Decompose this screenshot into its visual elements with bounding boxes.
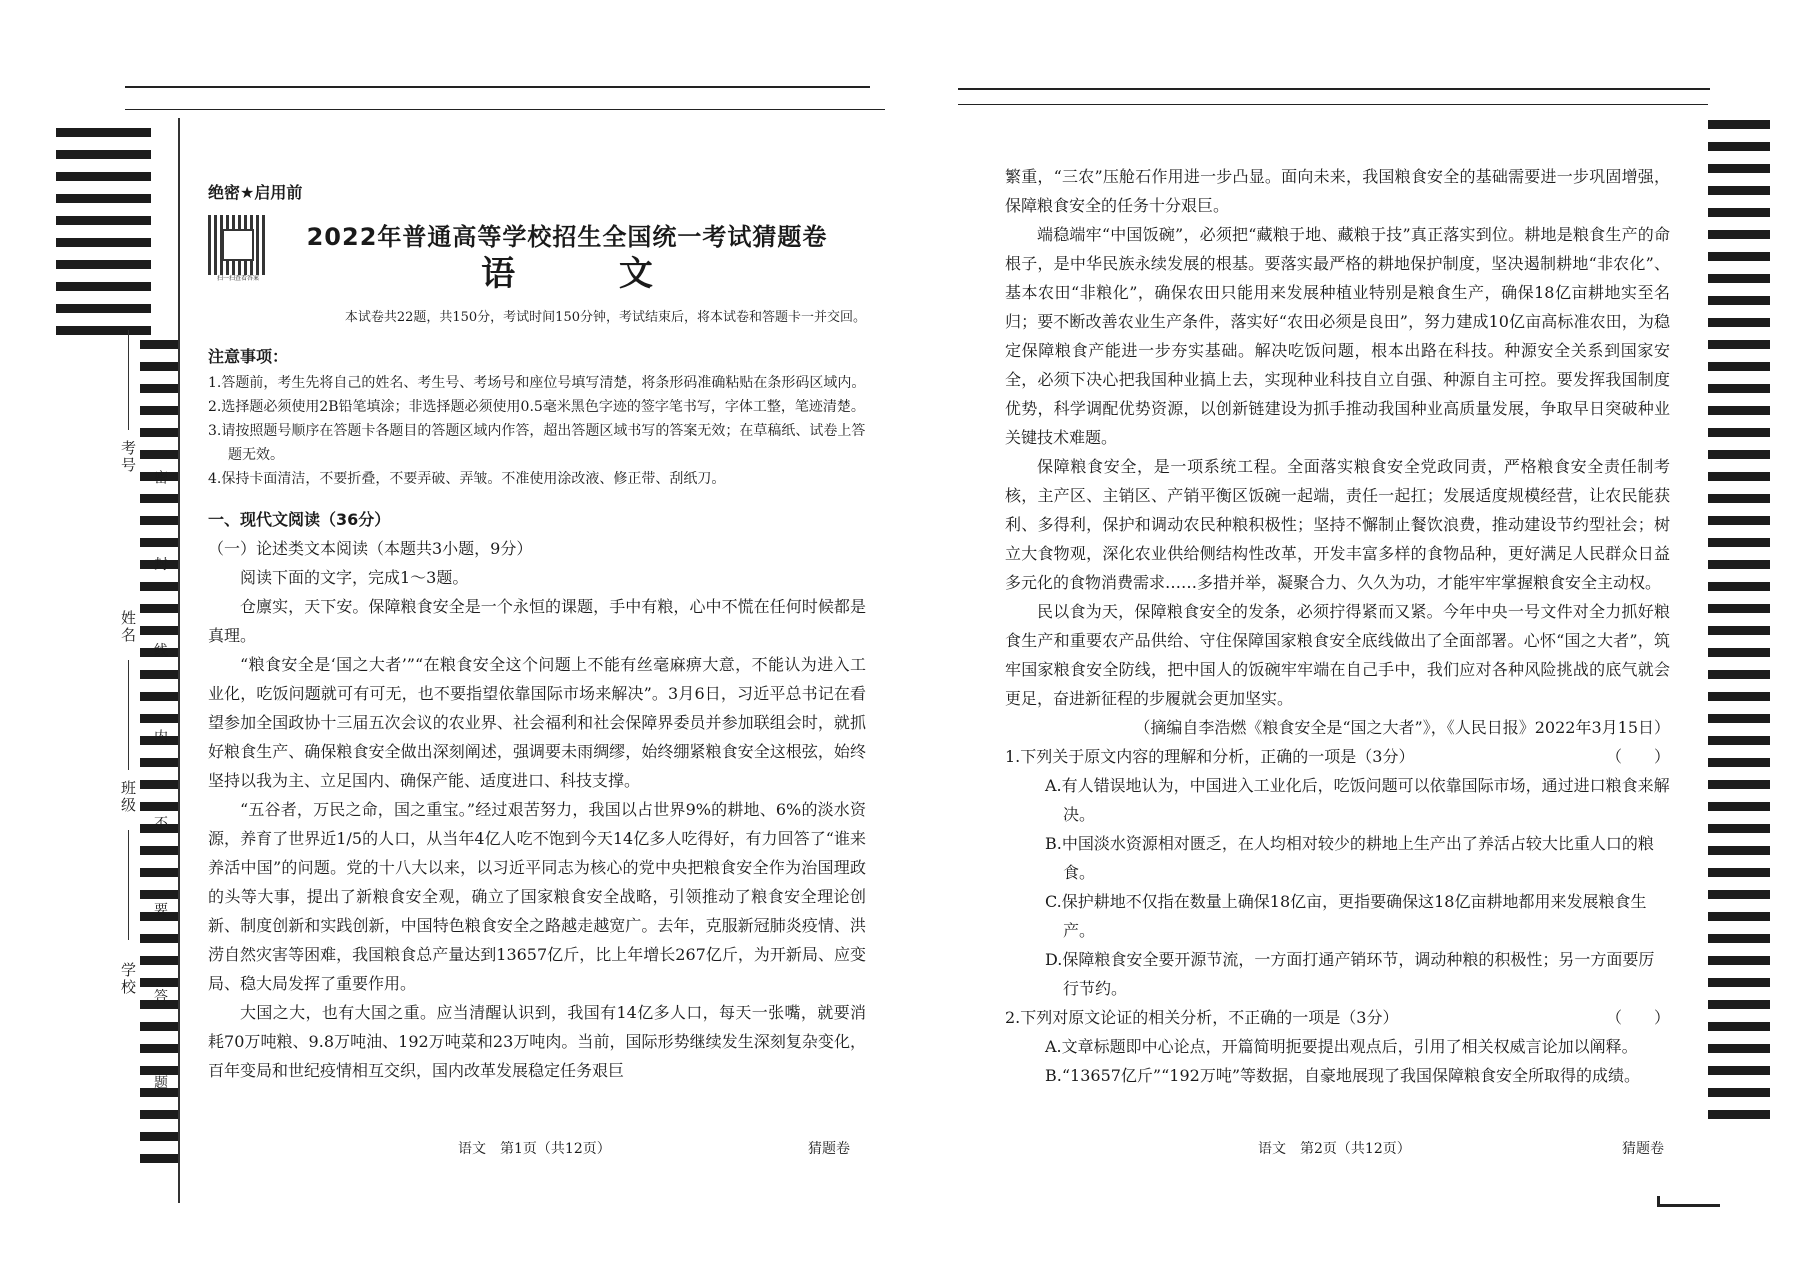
crop-mark bbox=[1657, 1196, 1720, 1207]
qr-block bbox=[208, 215, 268, 283]
question-option: C.保护耕地不仅指在数量上确保18亿亩，更指要确保这18亿亩耕地都用来发展粮食生产。 bbox=[1045, 892, 1647, 940]
subsection-title: （一）论述类文本阅读（本题共3小题，9分） bbox=[208, 539, 533, 558]
left-footer-page: 语文 第1页（共12页） bbox=[458, 1141, 611, 1157]
right-edge-stripes bbox=[1708, 120, 1770, 1132]
passage-paragraph: “粮食安全是‘国之大者’”“在粮食安全这个问题上不能有丝毫麻痹大意，不能认为进入工业化，吃饭问题就可有可无，也不要指望依靠国际市场来解决”。3月6日，习近平总书记在看望参加全国政协十三届五次会议的农业界、社会福利和社会保障界委员并参加联组会时，就抓好粮食生产、确保粮食安全做出深刻阐述，强调要未雨绸缪，始终绷紧粮食安全这根弦，始终坚持以我为主、立足国内、确保产能、适度进口、科技支撑。 bbox=[208, 655, 866, 790]
answer-bracket[interactable]: （ ） bbox=[1605, 1008, 1670, 1027]
question-1 bbox=[1005, 742, 1670, 1003]
top-rule-right-2 bbox=[958, 104, 1708, 105]
question-stem: 2.下列对原文论证的相关分析，不正确的一项是（3分） bbox=[1005, 1008, 1399, 1027]
notice-item: 3.请按照题号顺序在答题卡各题目的答题区域内作答，超出答题区域书写的答案无效；在草稿纸、试卷上答题无效。 bbox=[208, 423, 866, 463]
top-rule-right bbox=[958, 88, 1710, 90]
binding-field-name bbox=[128, 660, 129, 770]
passage-paragraph: “五谷者，万民之命，国之重宝。”经过艰苦努力，我国以占世界9%的耕地、6%的淡水资源，养育了世界近1/5的人口，从当年4亿人吃不饱到今天14亿多人吃得好，有力回答了“谁来养活中国”的问题。党的十八大以来，以习近平同志为核心的党中央把粮食安全作为治国理政的头等大事，提出了新粮食安全观，确立了国家粮食安全战略，引领推动了粮食安全理论创新、制度创新和实践创新，中国特色粮食安全之路越走越宽广。去年，克服新冠肺炎疫情、洪涝自然灾害等困难，我国粮食总产量达到13657亿斤，比上年增长267亿斤，为开新局、应变局、稳大局发挥了重要作用。 bbox=[208, 800, 866, 993]
binding-label-school: 学校 bbox=[119, 962, 137, 996]
section-title: 一、现代文阅读（36分） bbox=[208, 510, 391, 529]
instruction: 阅读下面的文字，完成1～3题。 bbox=[240, 568, 469, 587]
top-rule-left-2 bbox=[125, 109, 885, 110]
top-rule-left bbox=[125, 86, 870, 88]
exam-title: 2022年普通高等学校招生全国统一考试猜题卷 bbox=[306, 223, 828, 251]
binding-label-class: 班级 bbox=[119, 780, 137, 814]
question-option: A.有人错误地认为，中国进入工业化后，吃饭问题可以依靠国际市场，通过进口粮食来解决。 bbox=[1045, 776, 1670, 824]
binding-label-name: 姓名 bbox=[119, 610, 137, 644]
notice-item: 4.保持卡面清洁，不要折叠，不要弄破、弄皱。不准使用涂改液、修正带、刮纸刀。 bbox=[208, 471, 726, 487]
qr-caption: 扫一扫查看答案 bbox=[216, 275, 259, 282]
passage-source: （摘编自李浩燃《粮食安全是“国之大者”》，《人民日报》2022年3月15日） bbox=[1134, 718, 1670, 737]
notice-title: 注意事项： bbox=[208, 347, 289, 366]
answer-bracket[interactable]: （ ） bbox=[1605, 747, 1670, 766]
question-option: B.“13657亿斤”“192万吨”等数据，自豪地展现了我国保障粮食安全所取得的成绩。 bbox=[1045, 1066, 1641, 1085]
binding-label-exam-number: 考号 bbox=[119, 440, 137, 474]
right-footer-page: 语文 第2页（共12页） bbox=[1258, 1141, 1411, 1157]
qr-code-icon[interactable] bbox=[208, 215, 268, 275]
passage-paragraph-continued: 繁重，“三农”压舱石作用进一步凸显。面向未来，我国粮食安全的基础需要进一步巩固增强，保障粮食安全的任务十分艰巨。 bbox=[1005, 167, 1670, 215]
question-2 bbox=[1005, 1003, 1670, 1090]
binding-field-exam-number bbox=[128, 330, 129, 430]
subject-title: 语 文 bbox=[481, 254, 699, 294]
passage-paragraph: 端稳端牢“中国饭碗”，必须把“藏粮于地、藏粮于技”真正落实到位。耕地是粮食生产的命根子，是中华民族永续发展的根基。要落实最严格的耕地保护制度，坚决遏制耕地“非农化”、基本农田“非粮化”，确保农田只能用来发展种植业特别是粮食生产，确保18亿亩耕地实至名归；要不断改善农业生产条件，落实好“农田必须是良田”，努力建成10亿亩高标准农田，为稳定保障粮食产能进一步夯实基础。解决吃饭问题，根本出路在科技。种源安全关系到国家安全，必须下决心把我国种业搞上去，实现种业科技自立自强、种源自主可控。要发挥我国制度优势，科学调配优势资源，以创新链建设为抓手推动我国种业高质量发展，争取早日突破种业关键技术难题。 bbox=[1005, 225, 1670, 447]
left-page bbox=[208, 178, 866, 1085]
exam-intro: 本试卷共22题，共150分，考试时间150分钟，考试结束后，将本试卷和答题卡一并交回。 bbox=[344, 310, 866, 325]
exam-header bbox=[208, 215, 866, 303]
passage-paragraph: 保障粮食安全，是一项系统工程。全面落实粮食安全党政同责，严格粮食安全责任制考核，主产区、主销区、产销平衡区饭碗一起端，责任一起扛；发展适度规模经营，让农民能获利、多得利，保护和调动农民种粮积极性；坚持不懈制止餐饮浪费，推动建设节约型社会；树立大食物观，深化农业供给侧结构性改革，开发丰富多样的食物品种，更好满足人民群众日益多元化的食物消费需求……多措并举，凝聚合力、久久为功，才能牢牢掌握粮食安全主动权。 bbox=[1005, 457, 1670, 592]
binding-field-class bbox=[128, 830, 129, 940]
left-edge-stripes bbox=[56, 128, 151, 348]
passage-paragraph: 大国之大，也有大国之重。应当清醒认识到，我国有14亿多人口，每天一张嘴，就要消耗70万吨粮、9.8万吨油、192万吨菜和23万吨肉。当前，国际形势继续发生深刻复杂变化，百年变局和世纪疫情相互交织，国内改革发展稳定任务艰巨 bbox=[208, 1003, 866, 1080]
right-footer-label: 猜题卷 bbox=[1622, 1141, 1664, 1157]
question-option: D.保障粮食安全要开源节流，一方面打通产销环节，调动种粮的积极性；另一方面要厉行节约。 bbox=[1045, 950, 1655, 998]
question-option: B.中国淡水资源相对匮乏，在人均相对较少的耕地上生产出了养活占较大比重人口的粮食。 bbox=[1045, 834, 1654, 882]
notice-item: 1.答题前，考生先将自己的姓名、考生号、考场号和座位号填写清楚，将条形码准确粘贴在条形码区域内。 bbox=[208, 375, 866, 391]
binding-line bbox=[178, 118, 180, 1203]
seal-line-text: 密 封 线 内 不 要 答 题 bbox=[152, 470, 168, 1124]
notice-item: 2.选择题必须使用2B铅笔填涂；非选择题必须使用0.5毫米黑色字迹的签字笔书写，字体工整，笔迹清楚。 bbox=[208, 399, 865, 415]
question-option: A.文章标题即中心论点，开篇简明扼要提出观点后，引用了相关权威言论加以阐释。 bbox=[1045, 1037, 1638, 1056]
question-stem: 1.下列关于原文内容的理解和分析，正确的一项是（3分） bbox=[1005, 747, 1415, 766]
notices bbox=[208, 342, 866, 491]
passage-paragraph: 民以食为天，保障粮食安全的发条，必须拧得紧而又紧。今年中央一号文件对全力抓好粮食生产和重要农产品供给、守住保障国家粮食安全底线做出了全面部署。心怀“国之大者”，筑牢国家粮食安全防线，把中国人的饭碗牢牢端在自己手中，我们应对各种风险挑战的底气就会更足，奋进新征程的步履就会更加坚实。 bbox=[1005, 602, 1670, 708]
left-footer-label: 猜题卷 bbox=[808, 1141, 850, 1157]
secret-mark: 绝密★启用前 bbox=[208, 183, 303, 202]
right-page bbox=[1005, 162, 1670, 1090]
passage-paragraph: 仓廪实，天下安。保障粮食安全是一个永恒的课题，手中有粮，心中不慌在任何时候都是真理。 bbox=[208, 597, 866, 645]
